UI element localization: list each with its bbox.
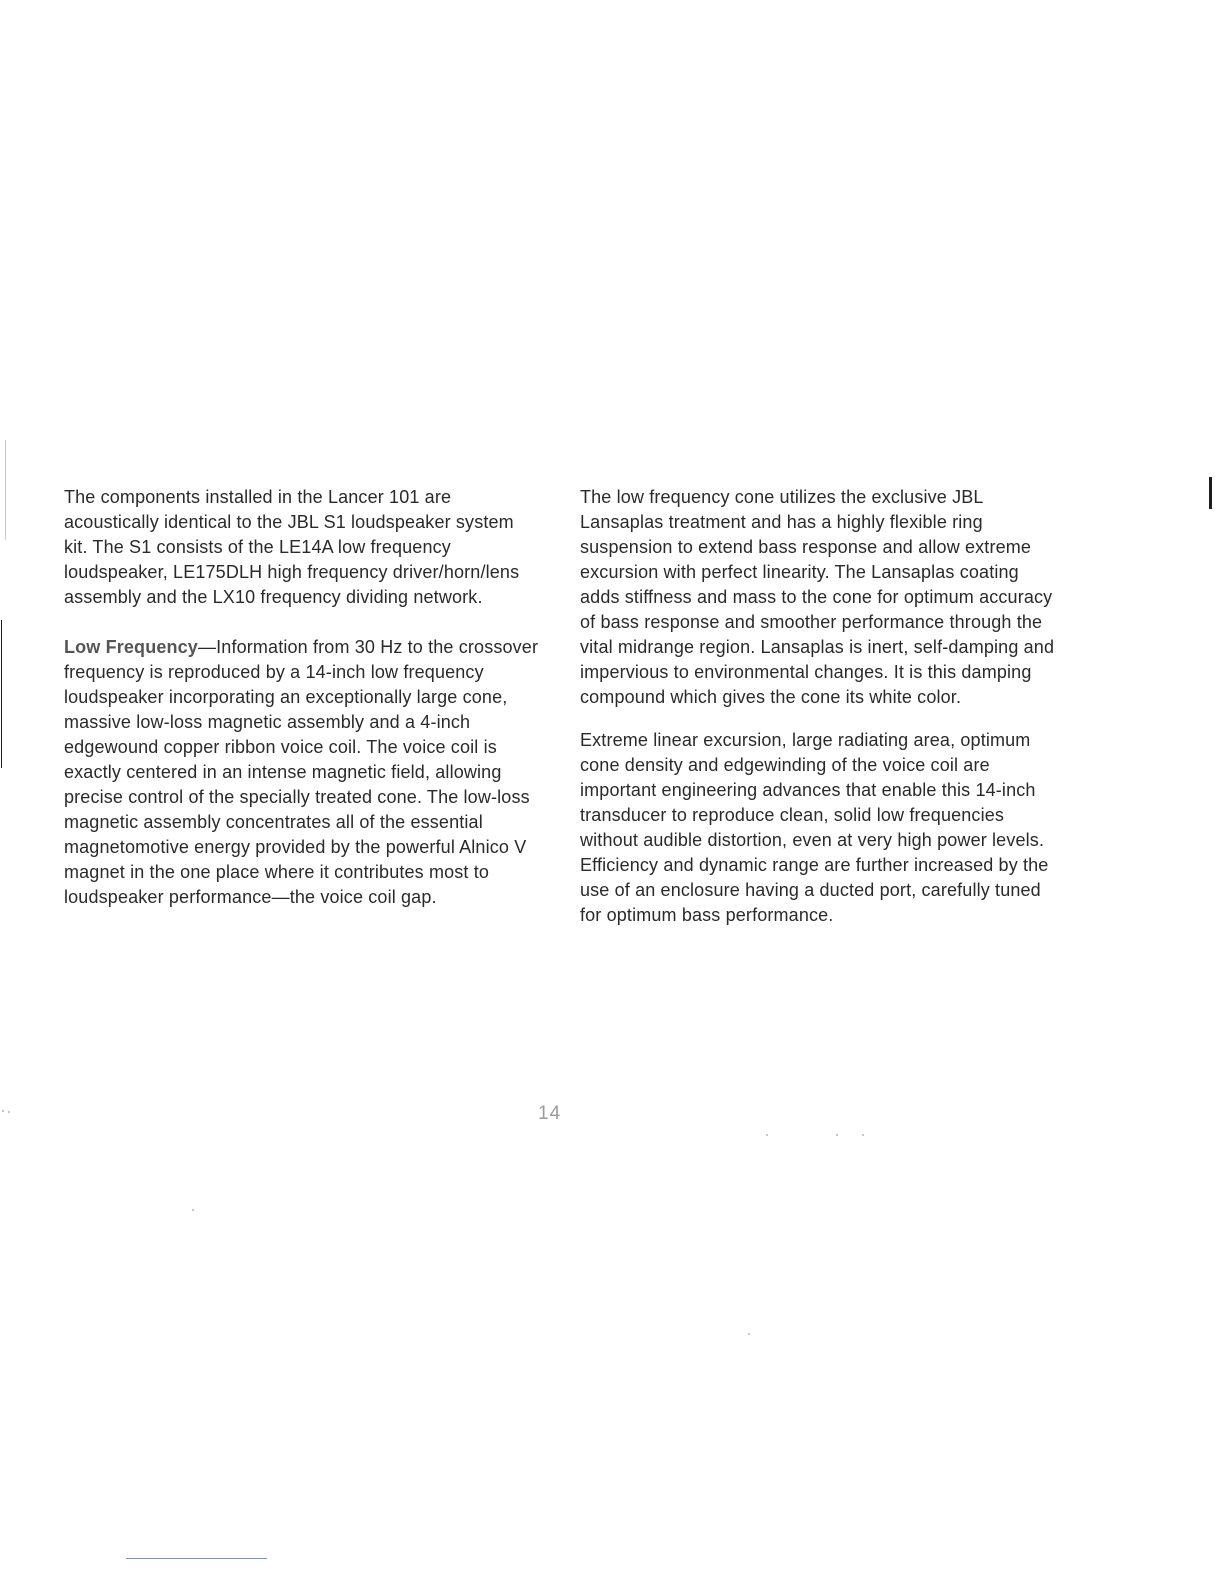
excursion-paragraph: Extreme linear excursion, large radiating area, optimum cone density and edgewinding of the voice coil are important engineering advances that enable this 14-inch transducer to reproduce clean, solid low frequencies without audible distortion, even at very high power levels. Efficiency and dynamic range are further increased by the use of an enclosure having a ducted port, carefully tuned for optimum bass performance. <box>580 730 1049 925</box>
scan-edge-mark-right <box>1209 477 1212 509</box>
low-frequency-body: Information from 30 Hz to the crossover frequency is reproduced by a 14-inch low frequency loudspeaker incorporating an exceptionally large cone, massive low-loss magnetic assembly and a 4-inch edgewound copper ribbon voice coil. The voice coil is exactly centered in an intense magnetic field, allowing precise control of the specially treated cone. The low-loss magnetic assembly concentrates all of the essential magnetomotive energy provided by the powerful Alnico V magnet in the one place where it contributes most to loudspeaker performance—the voice coil gap. <box>64 637 539 907</box>
scan-edge-mark-faint <box>5 440 6 540</box>
scan-speck <box>836 1134 838 1136</box>
intro-paragraph: The components installed in the Lancer 101 are acoustically identical to the JBL S1 loudspeaker system kit. The S1 consists of the LE14A low frequency loudspeaker, LE175DLH high frequency driver/horn/lens assembly and the LX10 frequency dividing network. <box>64 487 520 607</box>
low-frequency-heading: Low Frequency <box>64 637 198 657</box>
scan-speck <box>748 1333 750 1335</box>
footer-rule <box>126 1558 267 1559</box>
cone-paragraph: The low frequency cone utilizes the exclusive JBL Lansaplas treatment and has a highly flexible ring suspension to extend bass response and allow extreme excursion with perfect linearity. The Lansaplas coating adds stiffness and mass to the cone for optimum accuracy of bass response and smoother performance through the vital midrange region. Lansaplas is inert, self-damping and impervious to environmental changes. It is this damping compound which gives the cone its white color. <box>580 487 1055 707</box>
left-column <box>64 485 539 910</box>
scan-speck <box>2 1110 4 1112</box>
scan-speck <box>192 1209 194 1211</box>
low-frequency-paragraph <box>64 635 539 910</box>
scan-speck <box>766 1134 768 1136</box>
scan-edge-mark-left <box>1 620 2 768</box>
scan-speck <box>8 1111 10 1113</box>
run-in-separator: — <box>197 637 217 657</box>
page-number: 14 <box>538 1103 562 1124</box>
scan-speck <box>862 1134 864 1136</box>
right-column <box>580 485 1060 928</box>
